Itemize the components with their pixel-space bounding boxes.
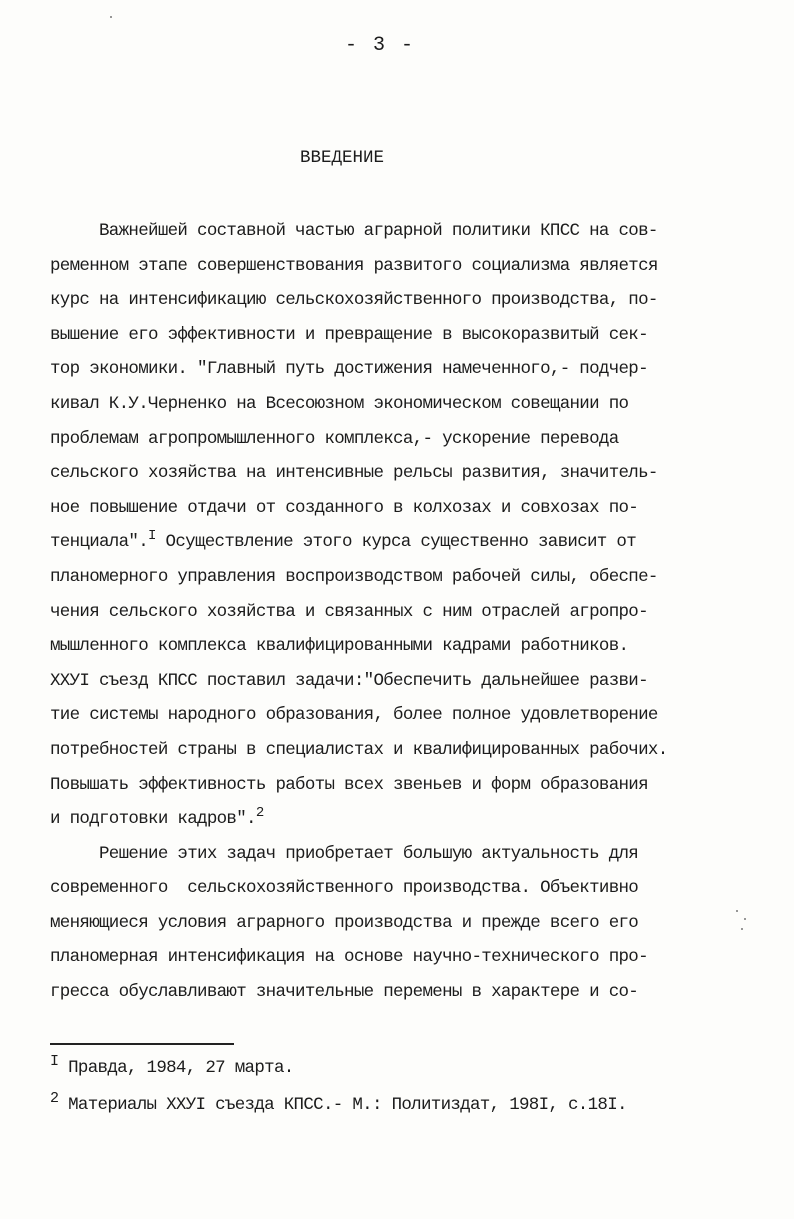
body-line: планомерного управления воспроизводством рабочей силы, обеспе- xyxy=(50,566,658,587)
body-line-with-footnote-ref xyxy=(50,525,730,560)
line-text: тенциала". xyxy=(50,532,149,553)
footnote-ref-1[interactable]: I xyxy=(148,528,156,545)
scan-speck xyxy=(736,910,738,912)
footnote-divider xyxy=(50,1043,234,1045)
footnote-ref-2[interactable]: 2 xyxy=(255,805,264,822)
footnote-2 xyxy=(50,1087,740,1124)
body-line: тор экономики. "Главный путь достижения намеченного,- подчер- xyxy=(50,359,648,380)
body-line: сельского хозяйства на интенсивные рельсы развития, значитель- xyxy=(50,463,658,484)
footnote-1 xyxy=(50,1050,740,1087)
body-line: ХХУI съезд КПСС поставил задачи:"Обеспечить дальнейшее разви- xyxy=(50,670,648,691)
body-line: ременном этапе совершенствования развитого социализма является xyxy=(50,255,658,276)
scan-speck xyxy=(741,928,743,930)
footnotes xyxy=(50,1050,740,1124)
body-line: тие системы народного образования, более полное удовлетворение xyxy=(50,705,658,726)
body-line: меняющиеся условия аграрного производства и прежде всего его xyxy=(50,912,639,933)
body-text xyxy=(50,214,730,1010)
body-line: современного сельскохозяйственного производства. Объективно xyxy=(50,878,639,899)
body-line: мышленного комплекса квалифицированными кадрами работников. xyxy=(50,636,629,657)
body-line: проблемам агропромышленного комплекса,- ускорение перевода xyxy=(50,428,619,449)
body-line-with-footnote-ref xyxy=(50,802,730,837)
scan-speck xyxy=(744,918,746,920)
body-line: Решение этих задач приобретает большую актуальность для xyxy=(50,843,639,864)
body-line: Важнейшей составной частью аграрной политики КПСС на сов- xyxy=(50,221,658,241)
footnote-mark: I xyxy=(50,1053,59,1070)
body-line: кивал К.У.Черненко на Всесоюзном экономическом совещании по xyxy=(50,393,629,414)
body-line: курс на интенсификацию сельскохозяйственного производства, по- xyxy=(50,290,658,311)
line-text: Осуществление этого курса существенно зависит от xyxy=(155,532,637,553)
body-line: Повышать эффективность работы всех звеньев и форм образования xyxy=(50,774,648,795)
body-line: гресса обуславливают значительные перемены в характере и со- xyxy=(50,982,639,1003)
line-text: и подготовки кадров". xyxy=(50,809,256,830)
body-line: потребностей страны в специалистах и квалифицированных рабочих. xyxy=(50,739,668,760)
footnote-text: Правда, 1984, 27 марта. xyxy=(58,1058,294,1078)
scan-speck xyxy=(110,16,112,18)
body-line: вышение его эффективности и превращение в высокоразвитый сек- xyxy=(50,324,648,345)
body-line: планомерная интенсификация на основе научно-технического про- xyxy=(50,947,648,968)
body-line: ное повышение отдачи от созданного в колхозах и совхозах по- xyxy=(50,497,639,518)
footnote-text: Материалы ХХУI съезда КПСС.- М.: Политиздат, 198I, с.18I. xyxy=(58,1095,627,1115)
body-line: чения сельского хозяйства и связанных с ним отраслей агропро- xyxy=(50,601,648,622)
footnote-mark: 2 xyxy=(50,1090,59,1107)
section-heading: ВВЕДЕНИЕ xyxy=(299,148,384,168)
page-number: - 3 - xyxy=(344,34,415,57)
